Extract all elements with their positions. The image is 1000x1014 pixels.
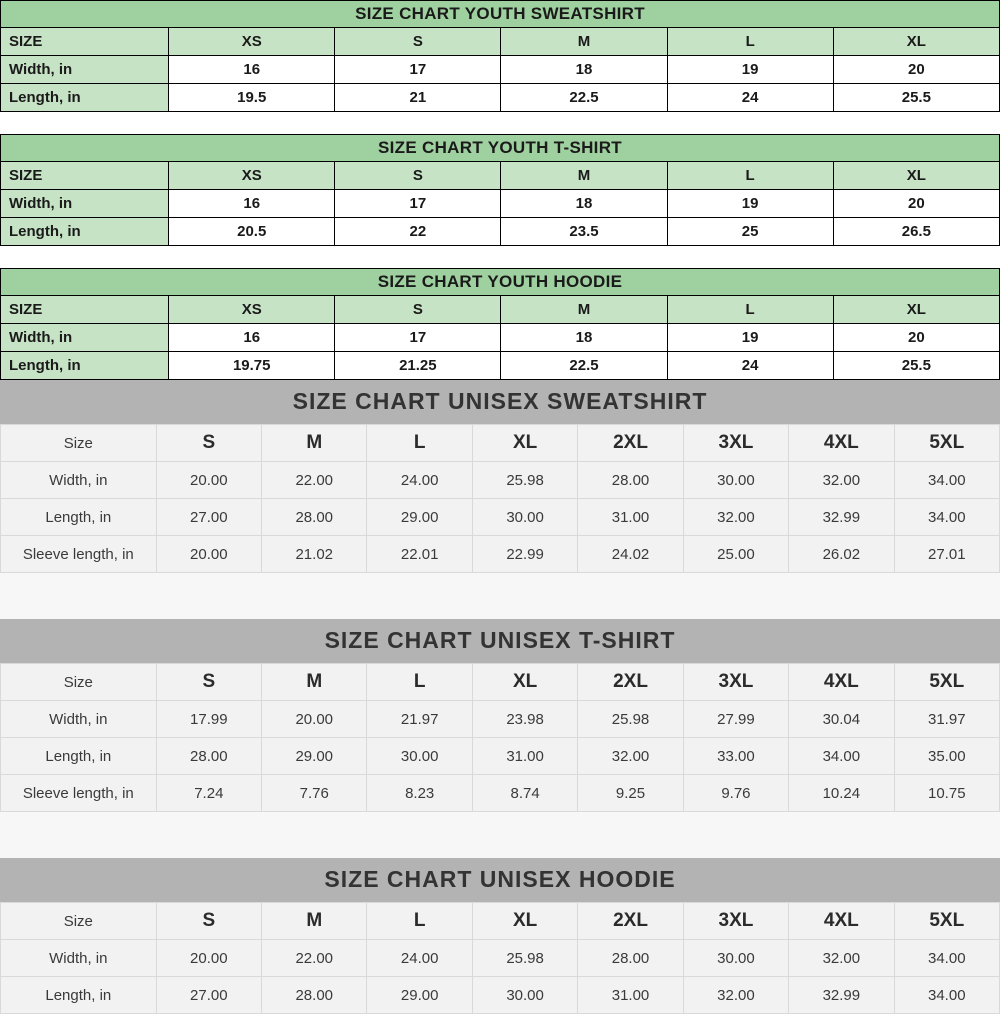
size-table xyxy=(0,663,1000,812)
row-label: Width, in xyxy=(1,56,169,84)
size-table xyxy=(0,0,1000,112)
spacer xyxy=(0,246,1000,268)
spacer xyxy=(0,112,1000,134)
column-header: XL xyxy=(833,28,999,56)
measurement-cell: 23.98 xyxy=(472,701,577,738)
measurement-cell: 25.5 xyxy=(833,352,999,380)
measurement-cell: 34.00 xyxy=(894,940,999,977)
measurement-cell: 18 xyxy=(501,56,667,84)
measurement-cell: 29.00 xyxy=(367,499,472,536)
measurement-cell: 9.76 xyxy=(683,775,788,812)
table-header-row xyxy=(1,903,1000,940)
column-header: Size xyxy=(1,664,157,701)
measurement-cell: 17 xyxy=(335,190,501,218)
column-header: M xyxy=(262,903,367,940)
table-title-row xyxy=(1,269,1000,296)
row-label: Length, in xyxy=(1,218,169,246)
table-title-row xyxy=(1,135,1000,162)
measurement-cell: 25.98 xyxy=(472,940,577,977)
row-label: Width, in xyxy=(1,462,157,499)
column-header: XL xyxy=(833,162,999,190)
measurement-cell: 31.97 xyxy=(894,701,999,738)
column-header: 4XL xyxy=(789,664,894,701)
measurement-cell: 29.00 xyxy=(367,977,472,1014)
measurement-cell: 26.5 xyxy=(833,218,999,246)
unisex-size-chart xyxy=(0,858,1000,1014)
row-label: Length, in xyxy=(1,499,157,536)
measurement-cell: 27.00 xyxy=(156,977,261,1014)
column-header: 2XL xyxy=(578,425,683,462)
column-header: XS xyxy=(169,162,335,190)
row-label: Width, in xyxy=(1,940,157,977)
measurement-cell: 33.00 xyxy=(683,738,788,775)
table-row xyxy=(1,775,1000,812)
column-header: L xyxy=(367,903,472,940)
column-header: 5XL xyxy=(894,664,999,701)
column-header: Size xyxy=(1,903,157,940)
column-header: L xyxy=(667,296,833,324)
youth-charts-area xyxy=(0,0,1000,380)
column-header: L xyxy=(367,425,472,462)
table-header-row xyxy=(1,425,1000,462)
row-label: Length, in xyxy=(1,977,157,1014)
measurement-cell: 32.00 xyxy=(578,738,683,775)
measurement-cell: 8.74 xyxy=(472,775,577,812)
measurement-cell: 9.25 xyxy=(578,775,683,812)
measurement-cell: 16 xyxy=(169,190,335,218)
column-header: M xyxy=(501,162,667,190)
measurement-cell: 17 xyxy=(335,56,501,84)
table-header-row xyxy=(1,28,1000,56)
column-header: 4XL xyxy=(789,903,894,940)
measurement-cell: 20 xyxy=(833,324,999,352)
column-header: S xyxy=(335,296,501,324)
column-header: SIZE xyxy=(1,28,169,56)
column-header: 4XL xyxy=(789,425,894,462)
measurement-cell: 28.00 xyxy=(578,462,683,499)
column-header: L xyxy=(667,28,833,56)
measurement-cell: 19 xyxy=(667,324,833,352)
measurement-cell: 22.01 xyxy=(367,536,472,573)
measurement-cell: 17 xyxy=(335,324,501,352)
measurement-cell: 20 xyxy=(833,190,999,218)
column-header: 5XL xyxy=(894,903,999,940)
column-header: Size xyxy=(1,425,157,462)
column-header: 3XL xyxy=(683,664,788,701)
column-header: M xyxy=(262,425,367,462)
table-row xyxy=(1,190,1000,218)
size-table xyxy=(0,902,1000,1014)
measurement-cell: 24 xyxy=(667,84,833,112)
measurement-cell: 7.24 xyxy=(156,775,261,812)
measurement-cell: 30.00 xyxy=(367,738,472,775)
measurement-cell: 30.00 xyxy=(472,499,577,536)
measurement-cell: 19 xyxy=(667,56,833,84)
column-header: M xyxy=(501,296,667,324)
measurement-cell: 32.00 xyxy=(789,940,894,977)
measurement-cell: 28.00 xyxy=(262,977,367,1014)
measurement-cell: 32.00 xyxy=(683,977,788,1014)
chart-title: SIZE CHART YOUTH SWEATSHIRT xyxy=(1,1,1000,28)
table-row xyxy=(1,324,1000,352)
column-header: M xyxy=(262,664,367,701)
table-title-row xyxy=(1,1,1000,28)
measurement-cell: 30.00 xyxy=(472,977,577,1014)
measurement-cell: 31.00 xyxy=(578,977,683,1014)
measurement-cell: 19.5 xyxy=(169,84,335,112)
column-header: S xyxy=(156,903,261,940)
table-header-row xyxy=(1,296,1000,324)
column-header: XL xyxy=(472,664,577,701)
measurement-cell: 34.00 xyxy=(894,499,999,536)
column-header: SIZE xyxy=(1,296,169,324)
measurement-cell: 34.00 xyxy=(894,462,999,499)
measurement-cell: 7.76 xyxy=(262,775,367,812)
measurement-cell: 22.00 xyxy=(262,462,367,499)
measurement-cell: 35.00 xyxy=(894,738,999,775)
column-header: XS xyxy=(169,296,335,324)
column-header: 2XL xyxy=(578,664,683,701)
table-row xyxy=(1,218,1000,246)
column-header: L xyxy=(367,664,472,701)
table-row xyxy=(1,84,1000,112)
measurement-cell: 28.00 xyxy=(156,738,261,775)
measurement-cell: 16 xyxy=(169,56,335,84)
table-header-row xyxy=(1,664,1000,701)
column-header: SIZE xyxy=(1,162,169,190)
row-label: Length, in xyxy=(1,352,169,380)
youth-size-chart xyxy=(0,268,1000,380)
size-table xyxy=(0,268,1000,380)
column-header: S xyxy=(335,162,501,190)
measurement-cell: 21.02 xyxy=(262,536,367,573)
measurement-cell: 22.00 xyxy=(262,940,367,977)
measurement-cell: 16 xyxy=(169,324,335,352)
measurement-cell: 20.5 xyxy=(169,218,335,246)
measurement-cell: 22 xyxy=(335,218,501,246)
column-header: XS xyxy=(169,28,335,56)
measurement-cell: 21.25 xyxy=(335,352,501,380)
column-header: S xyxy=(156,664,261,701)
row-label: Length, in xyxy=(1,738,157,775)
table-row xyxy=(1,977,1000,1014)
measurement-cell: 30.00 xyxy=(683,940,788,977)
row-label: Sleeve length, in xyxy=(1,775,157,812)
size-table xyxy=(0,424,1000,573)
table-row xyxy=(1,701,1000,738)
column-header: XL xyxy=(472,425,577,462)
row-label: Sleeve length, in xyxy=(1,536,157,573)
measurement-cell: 28.00 xyxy=(578,940,683,977)
column-header: M xyxy=(501,28,667,56)
chart-title: SIZE CHART YOUTH T-SHIRT xyxy=(1,135,1000,162)
chart-title: SIZE CHART YOUTH HOODIE xyxy=(1,269,1000,296)
measurement-cell: 10.75 xyxy=(894,775,999,812)
measurement-cell: 25.00 xyxy=(683,536,788,573)
row-label: Length, in xyxy=(1,84,169,112)
unisex-size-chart xyxy=(0,619,1000,812)
measurement-cell: 18 xyxy=(501,190,667,218)
chart-title: SIZE CHART UNISEX SWEATSHIRT xyxy=(0,380,1000,424)
measurement-cell: 27.99 xyxy=(683,701,788,738)
table-row xyxy=(1,462,1000,499)
measurement-cell: 23.5 xyxy=(501,218,667,246)
measurement-cell: 20.00 xyxy=(156,462,261,499)
measurement-cell: 27.01 xyxy=(894,536,999,573)
youth-size-chart xyxy=(0,134,1000,246)
measurement-cell: 10.24 xyxy=(789,775,894,812)
measurement-cell: 32.99 xyxy=(789,977,894,1014)
column-header: 2XL xyxy=(578,903,683,940)
column-header: S xyxy=(156,425,261,462)
measurement-cell: 21.97 xyxy=(367,701,472,738)
table-row xyxy=(1,499,1000,536)
column-header: XL xyxy=(833,296,999,324)
table-row xyxy=(1,56,1000,84)
measurement-cell: 24.00 xyxy=(367,940,472,977)
measurement-cell: 25.98 xyxy=(472,462,577,499)
measurement-cell: 31.00 xyxy=(472,738,577,775)
column-header: L xyxy=(667,162,833,190)
unisex-charts-area xyxy=(0,380,1000,1014)
measurement-cell: 22.5 xyxy=(501,352,667,380)
measurement-cell: 20.00 xyxy=(262,701,367,738)
measurement-cell: 34.00 xyxy=(894,977,999,1014)
table-row xyxy=(1,940,1000,977)
measurement-cell: 26.02 xyxy=(789,536,894,573)
column-header: 5XL xyxy=(894,425,999,462)
measurement-cell: 21 xyxy=(335,84,501,112)
table-row xyxy=(1,536,1000,573)
spacer xyxy=(0,812,1000,858)
measurement-cell: 22.5 xyxy=(501,84,667,112)
measurement-cell: 31.00 xyxy=(578,499,683,536)
measurement-cell: 19.75 xyxy=(169,352,335,380)
measurement-cell: 18 xyxy=(501,324,667,352)
chart-title: SIZE CHART UNISEX HOODIE xyxy=(0,858,1000,902)
measurement-cell: 27.00 xyxy=(156,499,261,536)
chart-title: SIZE CHART UNISEX T-SHIRT xyxy=(0,619,1000,663)
row-label: Width, in xyxy=(1,701,157,738)
measurement-cell: 34.00 xyxy=(789,738,894,775)
measurement-cell: 30.00 xyxy=(683,462,788,499)
measurement-cell: 32.00 xyxy=(789,462,894,499)
measurement-cell: 20.00 xyxy=(156,536,261,573)
measurement-cell: 25.98 xyxy=(578,701,683,738)
measurement-cell: 24.00 xyxy=(367,462,472,499)
column-header: XL xyxy=(472,903,577,940)
measurement-cell: 24 xyxy=(667,352,833,380)
measurement-cell: 32.00 xyxy=(683,499,788,536)
measurement-cell: 32.99 xyxy=(789,499,894,536)
table-header-row xyxy=(1,162,1000,190)
measurement-cell: 25.5 xyxy=(833,84,999,112)
measurement-cell: 22.99 xyxy=(472,536,577,573)
measurement-cell: 19 xyxy=(667,190,833,218)
row-label: Width, in xyxy=(1,190,169,218)
unisex-size-chart xyxy=(0,380,1000,573)
column-header: 3XL xyxy=(683,425,788,462)
measurement-cell: 20 xyxy=(833,56,999,84)
measurement-cell: 30.04 xyxy=(789,701,894,738)
column-header: S xyxy=(335,28,501,56)
spacer xyxy=(0,573,1000,619)
measurement-cell: 28.00 xyxy=(262,499,367,536)
size-table xyxy=(0,134,1000,246)
table-row xyxy=(1,738,1000,775)
row-label: Width, in xyxy=(1,324,169,352)
table-row xyxy=(1,352,1000,380)
measurement-cell: 8.23 xyxy=(367,775,472,812)
measurement-cell: 20.00 xyxy=(156,940,261,977)
measurement-cell: 29.00 xyxy=(262,738,367,775)
column-header: 3XL xyxy=(683,903,788,940)
measurement-cell: 25 xyxy=(667,218,833,246)
measurement-cell: 17.99 xyxy=(156,701,261,738)
youth-size-chart xyxy=(0,0,1000,112)
measurement-cell: 24.02 xyxy=(578,536,683,573)
